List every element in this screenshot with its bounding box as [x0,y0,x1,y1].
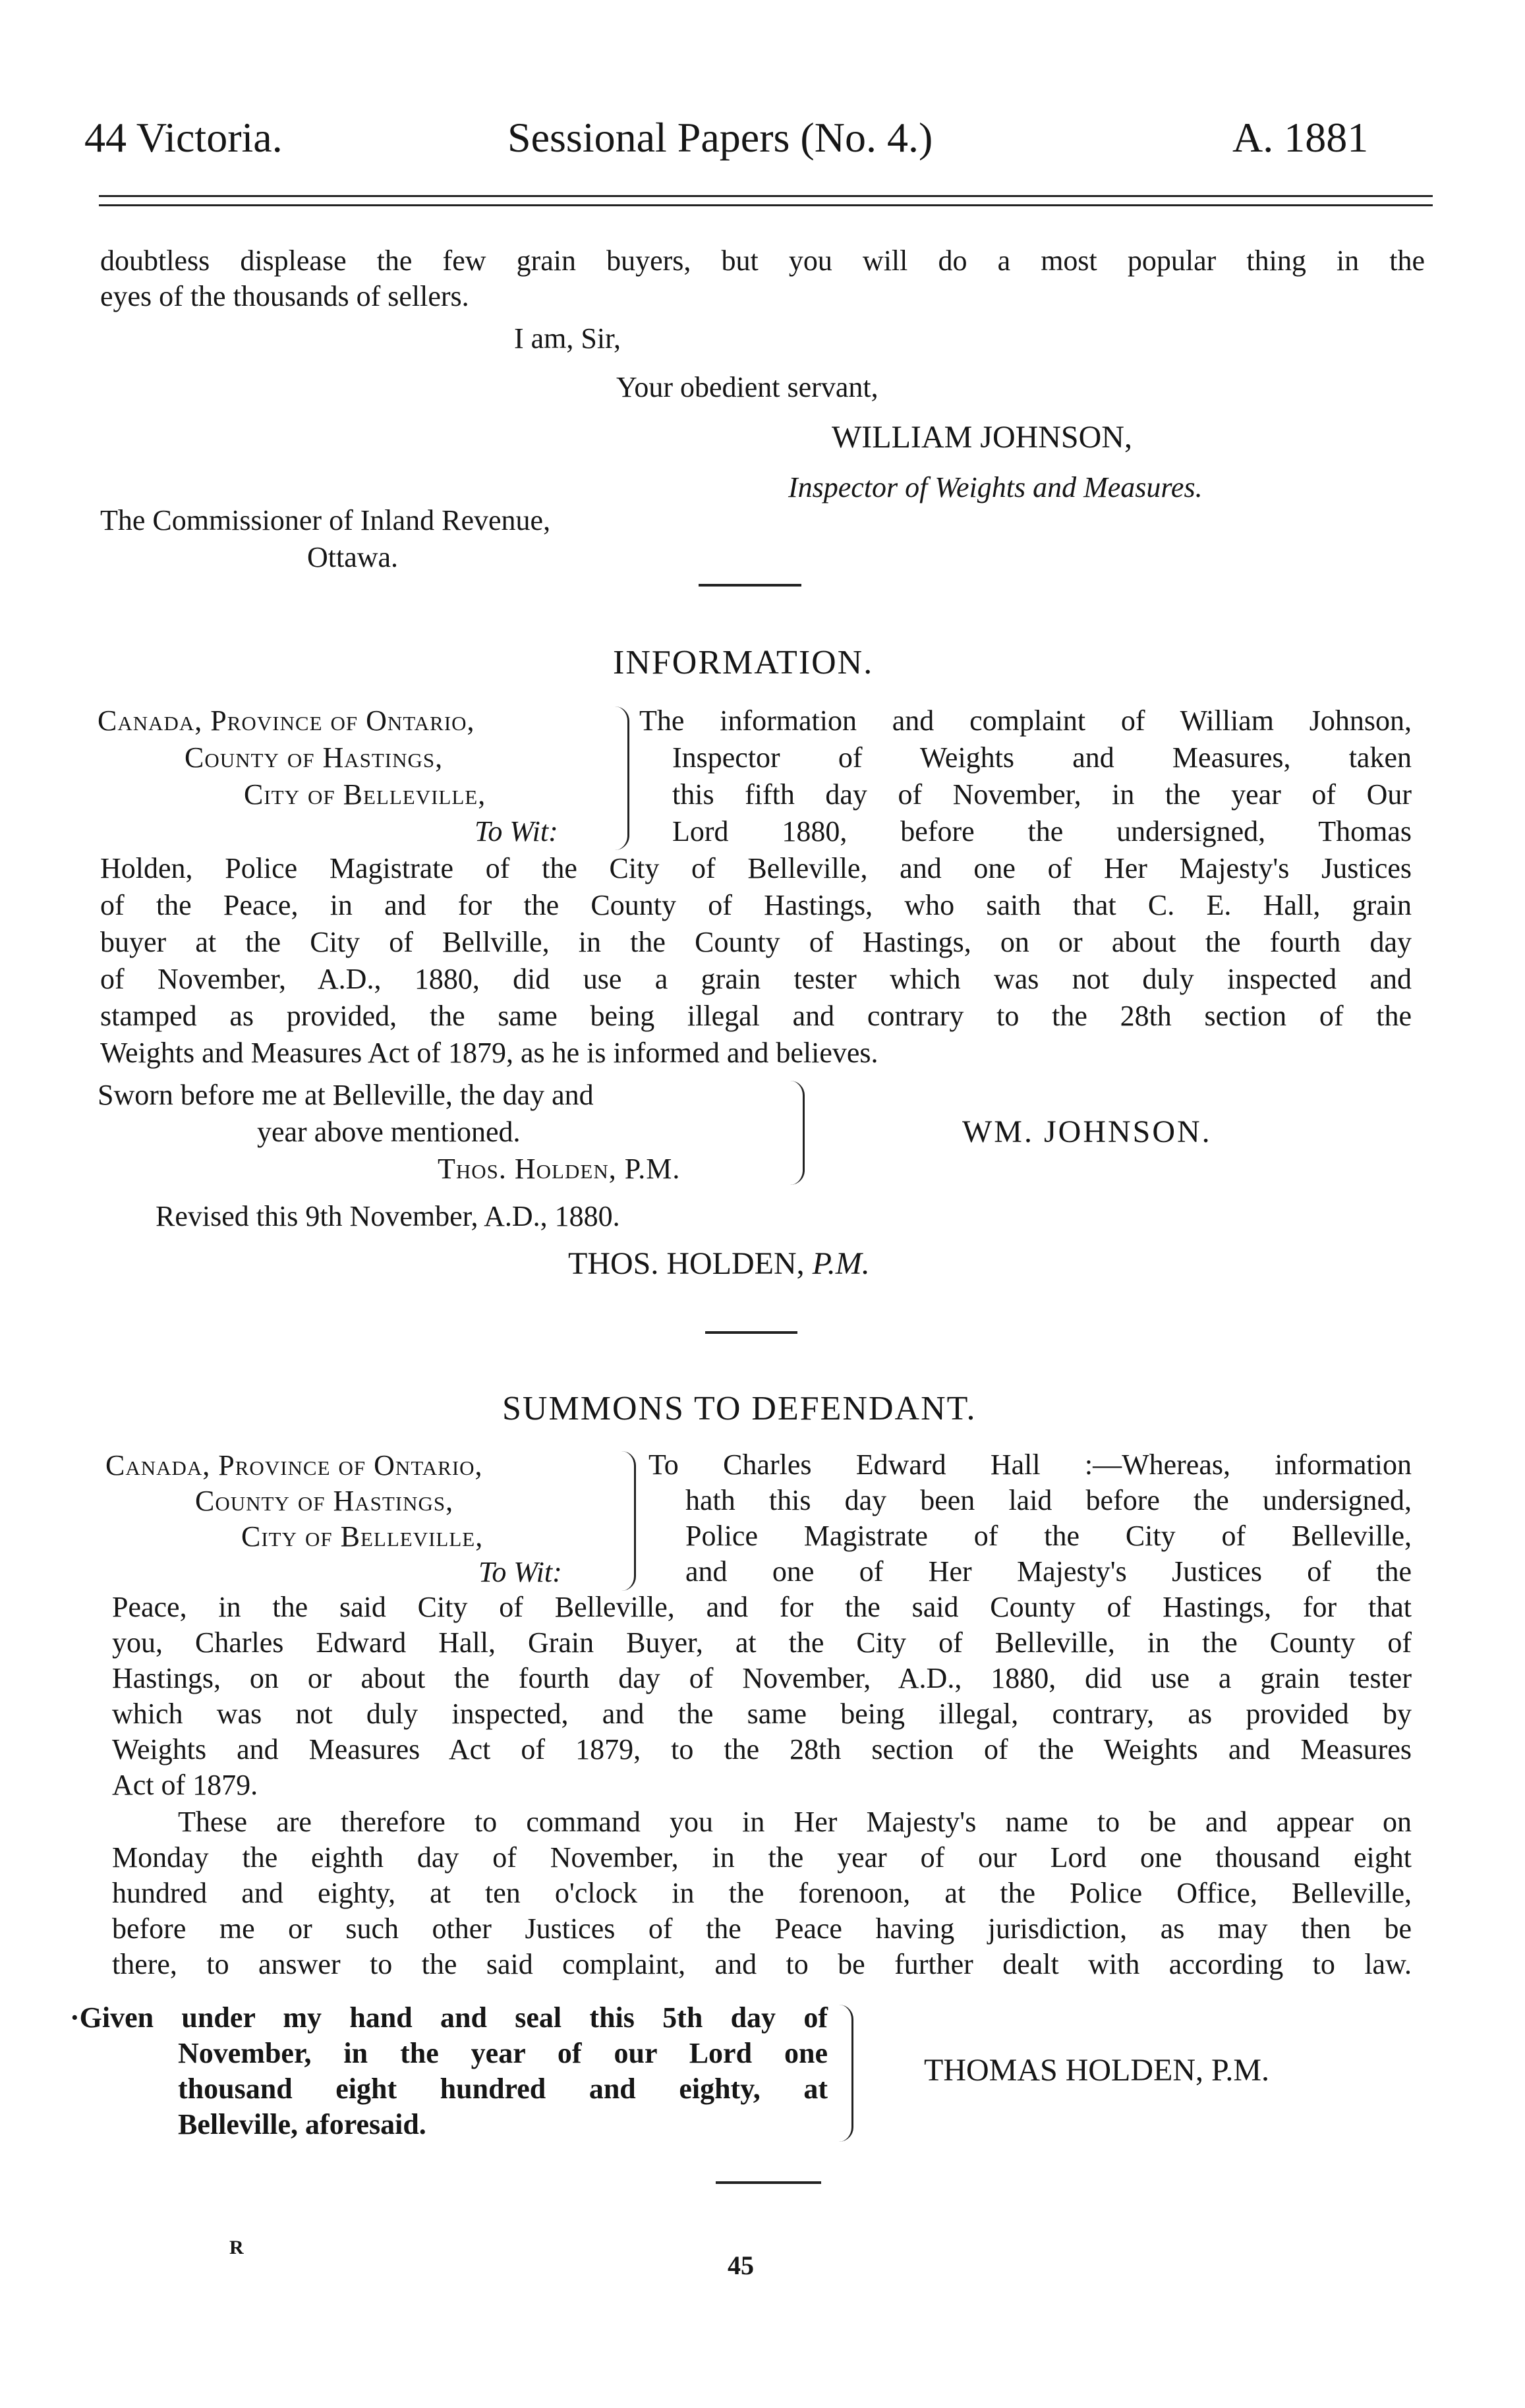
summons-given-line-3: thousand eight hundred and eighty, at [178,2073,828,2105]
info-sworn-brace [788,1081,805,1185]
letter-addressee: The Commissioner of Inland Revenue, [100,504,551,536]
header-rule-bottom [99,204,1433,206]
info-revised-signer: THOS. HOLDEN, P.M. [568,1246,870,1281]
info-right-line-4: Lord 1880, before the undersigned, Thomas [672,815,1412,847]
summons-right-line-4: and one of Her Majesty's Justices of the [685,1555,1412,1588]
info-venue-city: City of Belleville, [244,778,486,811]
summons-signature: THOMAS HOLDEN, P.M. [924,2053,1270,2088]
info-body-line-3: buyer at the City of Bellville, in the County of Hastings, on or about the fourth day [100,926,1412,958]
summons-command-line-1: These are therefore to command you in Her Majesty's name to be and appear on [178,1806,1412,1838]
summons-right-line-2: hath this day been laid before the undersigned, [685,1484,1412,1516]
info-body-line-1: Holden, Police Magistrate of the City of Belleville, and one of Her Majesty's Justices [100,852,1412,884]
letter-signer-title: Inspector of Weights and Measures. [788,471,1203,503]
summons-command-line-2: Monday the eighth day of November, in the year of our Lord one thousand eight [112,1841,1412,1874]
summons-body-line-5: Weights and Measures Act of 1879, to the 28th section of the Weights and Measures [112,1733,1412,1765]
summons-heading: SUMMONS TO DEFENDANT. [502,1390,977,1427]
header-year: A. 1881 [1232,114,1369,161]
page-number: 45 [728,2250,754,2280]
summons-given-line-2: November, in the year of our Lord one [178,2037,828,2069]
summons-body-line-3: Hastings, on or about the fourth day of November, A.D., 1880, did use a grain tester [112,1662,1412,1694]
summons-body-line-6: Act of 1879. [112,1769,258,1801]
info-right-line-1: The information and complaint of William Johnson, [639,704,1412,737]
section-divider [699,584,801,587]
summons-command-line-5: there, to answer to the said complaint, and to be further dealt with according to law. [112,1948,1412,1980]
summons-venue-province: Canada, Province of Ontario, [105,1449,483,1481]
info-sworn-line-1: Sworn before me at Belleville, the day and [98,1079,594,1111]
info-venue-province: Canada, Province of Ontario, [98,704,475,737]
info-body-line-4: of November, A.D., 1880, did use a grain tester which was not duly inspected and [100,963,1412,995]
header-title: Sessional Papers (No. 4.) [507,114,933,161]
info-revised-signer-title: P.M. [812,1246,870,1281]
info-revised: Revised this 9th November, A.D., 1880. [156,1200,620,1232]
letter-closing: I am, Sir, [514,322,621,355]
summons-right-line-3: Police Magistrate of the City of Belleville, [685,1520,1412,1552]
summons-venue-brace [619,1451,636,1591]
section-divider [716,2181,821,2184]
header-rule-top [99,195,1433,197]
summons-venue-city: City of Belleville, [241,1520,484,1553]
info-body-line-2: of the Peace, in and for the County of Hastings, who saith that C. E. Hall, grain [100,889,1412,921]
header-volume: 44 Victoria. [84,114,283,161]
summons-body-line-1: Peace, in the said City of Belleville, and for the said County of Hastings, for that [112,1591,1412,1623]
summons-body-line-4: which was not duly inspected, and the same being illegal, contrary, as provided by [112,1698,1412,1730]
info-body-line-6: Weights and Measures Act of 1879, as he is informed and believes. [100,1037,878,1069]
letter-line-1: doubtless displease the few grain buyers, but you will do a most popular thing in the [100,244,1425,277]
summons-given-line-4: Belleville, aforesaid. [178,2108,426,2140]
info-venue-to-wit: To Wit: [475,815,558,847]
summons-command-line-4: before me or such other Justices of the Peace having jurisdiction, as may then be [112,1912,1412,1945]
summons-given-brace [837,2005,853,2142]
info-right-line-2: Inspector of Weights and Measures, taken [672,741,1412,774]
summons-body-line-2: you, Charles Edward Hall, Grain Buyer, at the City of Belleville, in the County of [112,1626,1412,1659]
letter-line-2: eyes of the thousands of sellers. [100,280,469,312]
summons-right-line-1: To Charles Edward Hall :—Whereas, information [648,1448,1412,1481]
info-sworn-magistrate: Thos. Holden, P.M. [438,1153,681,1185]
letter-valediction: Your obedient servant, [616,371,878,403]
letter-addressee-city: Ottawa. [307,541,399,573]
summons-command-line-3: hundred and eighty, at ten o'clock in the forenoon, at the Police Office, Belleville, [112,1877,1412,1909]
info-body-line-5: stamped as provided, the same being illegal and contrary to the 28th section of the [100,1000,1412,1032]
signature-mark: R [229,2237,244,2258]
info-sworn-line-2: year above mentioned. [257,1116,521,1148]
summons-given-line-1: ·Given under my hand and seal this 5th day of [70,2001,828,2034]
section-divider [705,1331,797,1334]
summons-venue-to-wit: To Wit: [478,1556,562,1588]
information-heading: INFORMATION. [613,644,874,681]
letter-signer: WILLIAM JOHNSON, [832,420,1132,455]
info-venue-brace [613,706,629,850]
info-venue-county: County of Hastings, [185,741,444,774]
summons-venue-county: County of Hastings, [195,1485,454,1517]
info-signature: WM. JOHNSON. [962,1114,1212,1149]
info-right-line-3: this fifth day of November, in the year of Our [672,778,1412,811]
